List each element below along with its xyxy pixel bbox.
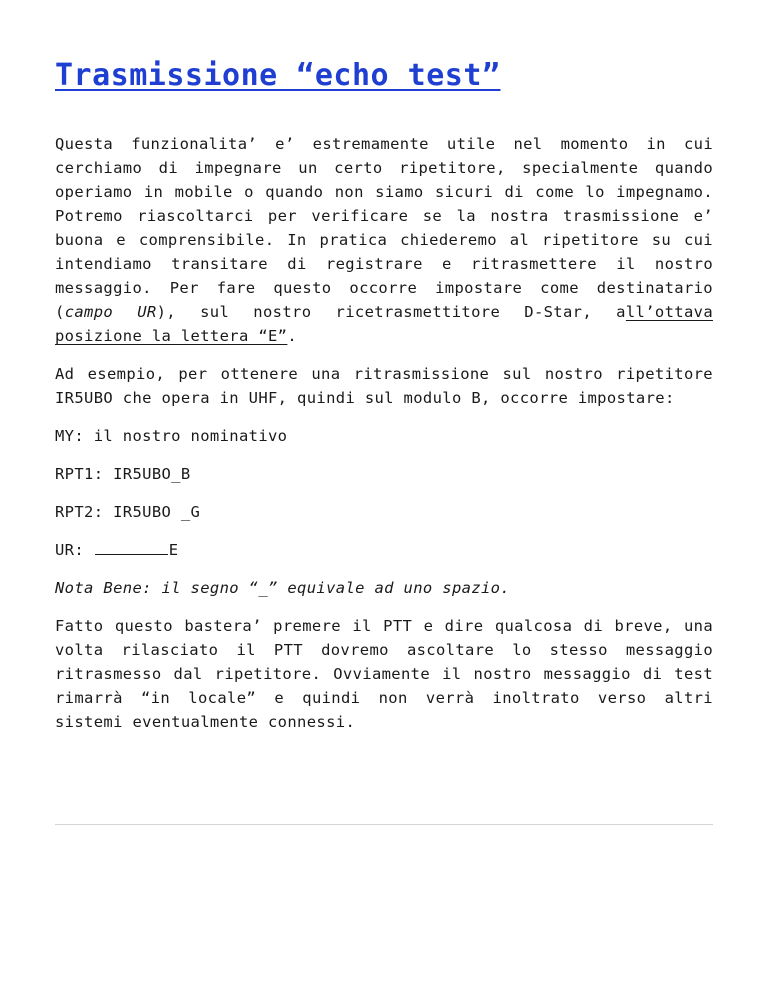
closing-paragraph: Fatto questo bastera’ premere il PTT e dire qualcosa di breve, una volta rilasciato il PTT dovremo ascoltare lo stesso messaggio ritrasmesso dal ripetitore. Ovviamente il nostro messaggio di test rimarrà “in locale” e quindi non verrà inoltrato verso altri sistemi eventualmente connessi. — [55, 617, 713, 731]
example-paragraph: Ad esempio, per ottenere una ritrasmissione sul nostro ripetitore IR5UBO che opera in UHF, quindi sul modulo B, occorre impostare: — [55, 365, 713, 407]
page-title[interactable]: Trasmissione “echo test” — [55, 58, 501, 93]
setting-ur — [55, 538, 713, 562]
setting-ur-label: UR: — [55, 541, 94, 559]
underlined-phrase: ll’ottava posizione la lettera “E” — [55, 303, 713, 345]
horizontal-divider — [55, 824, 713, 825]
document-page — [55, 0, 713, 734]
setting-rpt2: RPT2: IR5UBO _G — [55, 503, 201, 521]
blank-spaces-underline — [95, 540, 168, 555]
note-text: Nota Bene: il segno “_” equivale ad uno spazio. — [55, 579, 511, 597]
campo-ur-term: campo UR — [64, 303, 157, 321]
setting-rpt1: RPT1: IR5UBO_B — [55, 465, 191, 483]
intro-text-end: . — [287, 327, 298, 345]
intro-text: Questa funzionalita’ e’ estremamente utile nel momento in cui cerchiamo di impegnare un certo ripetitore, specialmente quando operiamo in mobile o quando non siamo sicuri di come lo impegnamo. Potremo riascoltarci per verificare se la nostra trasmissione e’ buona e comprensibile. In pratica chiederemo al ripetitore su cui intendiamo transitare di registrare e ritrasmettere il nostro messaggio. Per fare questo occorre impostare come destinatario ( — [55, 135, 713, 321]
setting-ur-suffix: E — [168, 541, 179, 559]
intro-text-mid: ), sul nostro ricetrasmettitore D-Star, a — [156, 303, 626, 321]
intro-paragraph — [55, 132, 713, 348]
setting-my: MY: il nostro nominativo — [55, 427, 288, 445]
